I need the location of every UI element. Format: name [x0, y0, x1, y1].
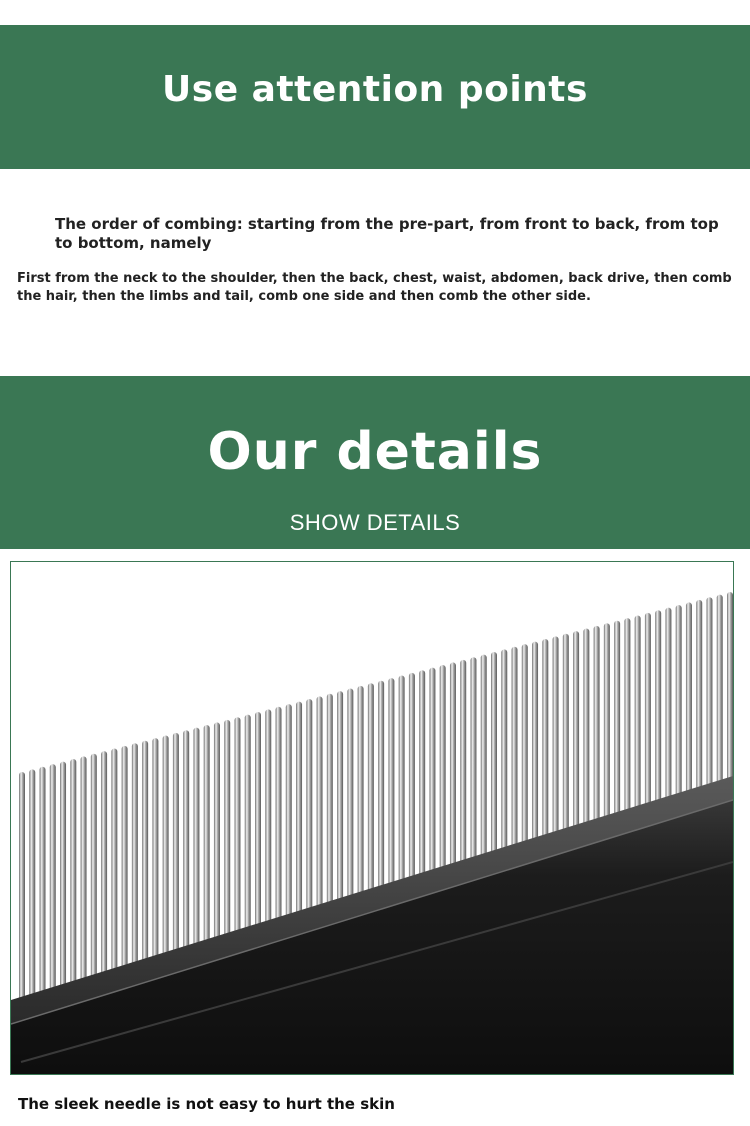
- comb-pin: [542, 639, 548, 851]
- comb-pin: [245, 715, 251, 946]
- comb-pin: [40, 767, 46, 1011]
- comb-pin: [193, 728, 199, 962]
- comb-pin: [50, 764, 56, 1007]
- comb-pin: [491, 652, 497, 867]
- comb-pin: [276, 707, 282, 936]
- comb-pin: [327, 694, 333, 919]
- comb-pin: [296, 702, 302, 929]
- comb-pin: [676, 605, 682, 808]
- comb-pin: [655, 610, 661, 815]
- comb-pin: [173, 733, 179, 968]
- comb-pin: [286, 704, 292, 932]
- comb-pin: [214, 722, 220, 955]
- comb-pin: [409, 673, 415, 893]
- comb-pin: [111, 749, 117, 988]
- comb-pin: [234, 717, 240, 948]
- comb-pin: [152, 738, 158, 975]
- comb-pin: [429, 668, 435, 887]
- detail-caption: The sleek needle is not easy to hurt the skin: [18, 1095, 395, 1113]
- comb-pin: [532, 642, 538, 854]
- comb-pin: [132, 743, 138, 981]
- comb-pin: [60, 762, 66, 1004]
- comb-pin: [224, 720, 230, 952]
- comb-pin: [614, 621, 620, 828]
- details-subtitle: SHOW DETAILS: [289, 510, 461, 535]
- comb-pin: [522, 644, 528, 857]
- comb-pin: [204, 725, 210, 958]
- comb-pin: [337, 691, 343, 916]
- comb-pin: [717, 595, 723, 796]
- comb-pin: [604, 623, 610, 831]
- comb-pin: [81, 756, 87, 997]
- comb-pin: [358, 686, 364, 909]
- comb-pin: [399, 675, 405, 896]
- comb-pin: [347, 689, 353, 913]
- comb-pin: [573, 631, 579, 841]
- comb-pin: [624, 618, 630, 825]
- comb-pin: [481, 655, 487, 871]
- comb-pin: [306, 699, 312, 926]
- attention-title: Use attention points: [162, 69, 588, 110]
- comb-pin: [686, 602, 692, 805]
- comb-pin: [91, 754, 97, 994]
- comb-pin: [368, 683, 374, 906]
- comb-pin: [317, 696, 323, 922]
- comb-pin: [706, 597, 712, 798]
- comb-pin: [255, 712, 261, 942]
- comb-illustration: [11, 562, 733, 1074]
- comb-pin: [265, 709, 271, 938]
- comb-pin: [440, 665, 446, 883]
- combing-sequence-text: First from the neck to the shoulder, then the back, chest, waist, abdomen, back drive, then comb the hair, then the limbs and tail, comb one side and then comb the other side.: [17, 271, 732, 304]
- comb-pin: [563, 634, 569, 844]
- details-header-band: [0, 376, 750, 549]
- attention-header-band: [0, 25, 750, 169]
- comb-pin: [727, 592, 733, 792]
- comb-pin: [29, 769, 35, 1013]
- comb-pin: [583, 629, 589, 838]
- comb-pin: [553, 636, 559, 847]
- comb-pin: [450, 662, 456, 880]
- comb-pin: [512, 647, 518, 861]
- comb-pin: [142, 741, 148, 978]
- comb-pin: [460, 660, 466, 877]
- comb-detail-photo: [10, 561, 734, 1075]
- comb-pin: [419, 670, 425, 890]
- comb-pin: [501, 649, 507, 863]
- comb-pin: [19, 772, 25, 1017]
- comb-pin: [378, 681, 384, 903]
- comb-pin: [70, 759, 76, 1001]
- combing-order-text: The order of combing: starting from the pre-part, from front to back, from top to bottom, namely: [55, 215, 719, 252]
- comb-pin: [696, 600, 702, 802]
- comb-pin: [635, 615, 641, 821]
- comb-pin: [122, 746, 128, 984]
- comb-pin: [594, 626, 600, 834]
- comb-pin: [101, 751, 107, 991]
- comb-pin: [665, 608, 671, 812]
- comb-pin: [163, 735, 169, 971]
- comb-pin: [183, 730, 189, 965]
- comb-pin: [470, 657, 476, 873]
- comb-pin: [645, 613, 651, 818]
- comb-pin: [388, 678, 394, 900]
- details-title: Our details: [207, 422, 543, 482]
